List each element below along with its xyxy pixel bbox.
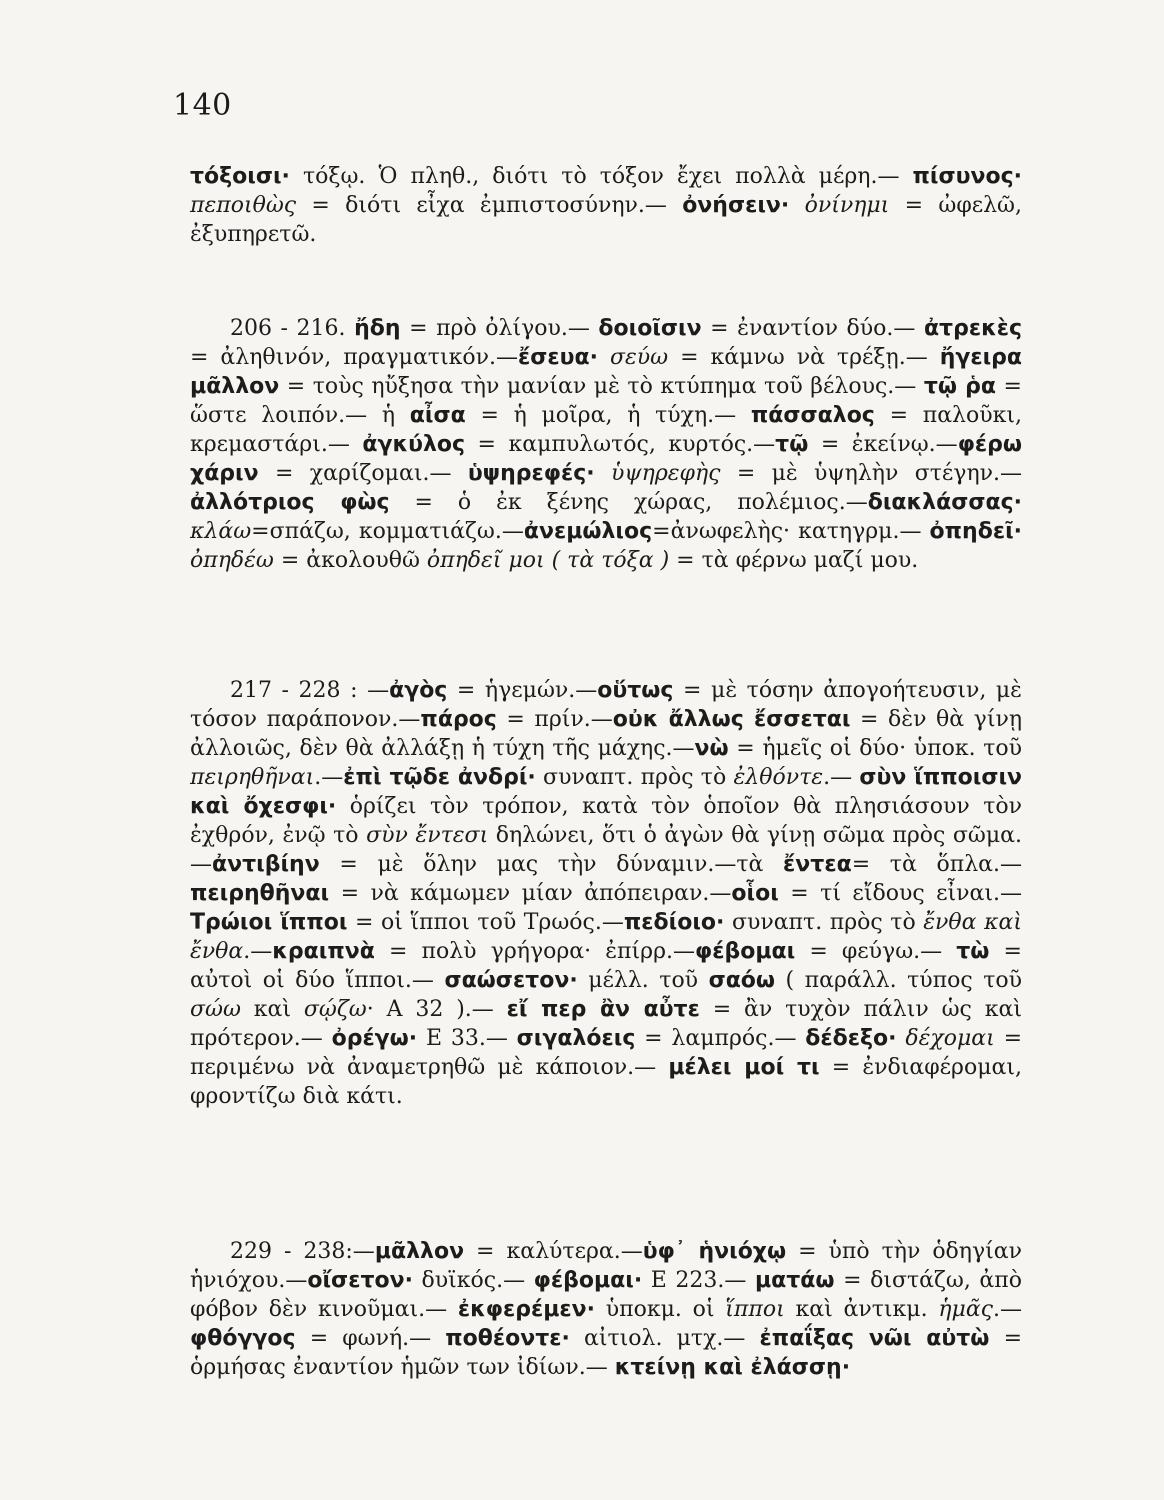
italic-term: πειρηθῆναι	[190, 765, 315, 790]
lemma: ἔντεα	[783, 852, 852, 877]
gloss-text: 229 - 238:—	[230, 1239, 375, 1264]
gloss-text: ὁρίζει τὸν τρόπον, κατὰ τὸν ὁποῖον θὰ πλησιάσουν τὸν ἐχθρόν, ἐνῷ τὸ	[190, 794, 1022, 848]
italic-term: ἐλθόντε	[733, 765, 824, 790]
lemma: πειρηθῆναι	[190, 881, 330, 906]
gloss-text: = παλοῦκι, κρεμαστάρι.—	[190, 403, 1022, 457]
gloss-text: συναπτ. πρὸς τὸ	[724, 910, 924, 935]
gloss-text: = μὲ ὑψηλὴν στέγην.—	[720, 461, 1022, 486]
gloss-text: δυϊκός.—	[412, 1268, 534, 1293]
gloss-text: καὶ	[240, 997, 304, 1022]
lemma: ὑφ᾽ ἡνιόχῳ	[642, 1239, 787, 1264]
lemma: ἀνεμώλιος	[523, 519, 653, 544]
lemma: ἤδη	[354, 316, 401, 341]
page-number: 140	[173, 88, 232, 123]
gloss-text: = μὲ ὅλην μας τὴν δύναμιν.—τὰ	[319, 852, 784, 877]
lemma: ὀνήσειν·	[682, 193, 790, 218]
lemma: πεδίοιο·	[623, 910, 725, 935]
gloss-text: =ἀνωφελὴς· κατηγρμ.—	[652, 519, 930, 544]
lemma: πάρος	[420, 707, 497, 732]
lemma: σαόω	[708, 968, 776, 993]
lemma: ὑψηρεφές·	[467, 461, 595, 486]
lemma: τῷ	[775, 432, 809, 457]
gloss-text: συναπτ. πρὸς τὸ	[535, 765, 734, 790]
lemma: φέβομαι·	[533, 1268, 643, 1293]
gloss-text: = τοὺς ηὔξησα τὴν μανίαν μὲ τὸ κτύπημα τοῦ βέλους.—	[279, 374, 924, 399]
gloss-text: = ὥστε λοιπόν.— ἡ	[190, 374, 1022, 428]
gloss-text: = ὁρμήσας ἐναντίον ἡμῶν των ἰδίων.—	[190, 1326, 1022, 1380]
gloss-text: .—	[823, 765, 860, 790]
gloss-text: Ε 223.—	[642, 1268, 755, 1293]
gloss-text: = ἀληθινόν, πραγματικόν.—	[190, 345, 518, 370]
lemma: ἀτρεκὲς	[923, 316, 1023, 341]
italic-term: ὀνίνημι	[804, 193, 890, 218]
gloss-text: = ὁ ἐκ ξένης χώρας, πολέμιος.—	[389, 490, 868, 515]
paragraph	[190, 676, 1022, 1111]
lemma: φθόγγος	[190, 1326, 296, 1351]
gloss-text: = ἡμεῖς οἱ δύο· ὑποκ. τοῦ	[728, 736, 1022, 761]
gloss-text: = δὲν θὰ γίνῃ ἀλλοιῶς, δὲν θὰ ἀλλάξῃ ἡ τύχη τῆς μάχης.—	[190, 707, 1023, 761]
lemma: τόξοισι·	[190, 164, 290, 189]
italic-term: ἡμᾶς	[938, 1297, 993, 1322]
lemma: ἀλλότριος φὼς	[190, 490, 390, 515]
gloss-text: =σπάζω, κομματιάζω.—	[251, 519, 524, 544]
lemma: πάσσαλος	[750, 403, 875, 428]
gloss-text: = ἐκείνῳ.—	[808, 432, 958, 457]
lemma: ποθέοντε·	[445, 1326, 570, 1351]
italic-term: σώω	[190, 997, 241, 1022]
gloss-text: = αὐτοὶ οἱ δύο ἵπποι.—	[190, 939, 1022, 993]
gloss-text: μέλλ. τοῦ	[577, 968, 709, 993]
gloss-text	[595, 461, 611, 486]
gloss-text: = διστάζω, ἀπὸ φόβον δὲν κινοῦμαι.—	[190, 1268, 1022, 1322]
lemma: ὀρέγω·	[331, 1026, 418, 1051]
italic-term: σὺν ἔντεσι	[366, 823, 489, 848]
lemma: οἷοι	[731, 881, 779, 906]
lemma: ὀπηδεῖ·	[929, 519, 1022, 544]
lemma: φέβομαι	[695, 939, 796, 964]
italic-term: ὀπηδεῖ μοι ( τὰ τόξα )	[426, 548, 670, 573]
gloss-text: = περιμένω νὰ ἀναμετρηθῶ μὲ κάποιον.—	[190, 1026, 1022, 1080]
lemma: ἔσευα·	[517, 345, 598, 370]
lemma: μᾶλλον	[374, 1239, 465, 1264]
gloss-text: = διότι εἶχα ἐμπιστοσύνην.—	[296, 193, 683, 218]
gloss-text: Ε 33.—	[417, 1026, 517, 1051]
lemma: κτείνῃ καὶ ἐλάσσῃ·	[614, 1355, 851, 1380]
lemma: ἐπαΐξας νῶι αὐτὼ	[759, 1326, 990, 1351]
gloss-text: = νὰ κάμωμεν μίαν ἀπόπειραν.—	[329, 881, 732, 906]
italic-term: σεύω	[609, 345, 669, 370]
lemma: αἶσα	[409, 403, 466, 428]
lemma: δοιοῖσιν	[598, 316, 702, 341]
gloss-text: = οἱ ἵπποι τοῦ Τρωός.—	[347, 910, 624, 935]
italic-term: πεποιθὼς	[190, 193, 297, 218]
gloss-text: 206 - 216.	[230, 316, 355, 341]
gloss-text: = ἐναντίον δύο.—	[701, 316, 924, 341]
lemma: τῷ ῥα	[923, 374, 997, 399]
gloss-text: = ἡ μοῖρα, ἡ τύχη.—	[465, 403, 751, 428]
paragraph	[190, 314, 1022, 575]
lemma: διακλάσσας·	[867, 490, 1022, 515]
paragraph	[190, 162, 1022, 249]
gloss-text: = ἂν τυχὸν πάλιν ὡς καὶ πρότερον.—	[190, 997, 1022, 1051]
lemma: ἀντιβίην	[212, 852, 320, 877]
gloss-text: · Α 32 ).—	[366, 997, 507, 1022]
lemma: δέδεξο·	[805, 1026, 897, 1051]
text-block-1	[190, 162, 1022, 249]
gloss-text: = μὲ τόσην ἀπογοήτευσιν, μὲ τόσον παράπονον.—	[190, 678, 1022, 732]
lemma: κραιπνὰ	[272, 939, 375, 964]
gloss-text: δηλώνει, ὅτι ὁ ἀγὼν θὰ γίνῃ σῶμα πρὸς σῶμα.—	[190, 823, 1022, 877]
gloss-text: = λαμπρός.—	[635, 1026, 806, 1051]
gloss-text: τόξῳ. Ὁ πληθ., διότι τὸ τόξον ἔχει πολλὰ μέρη.—	[289, 164, 913, 189]
gloss-text: .—	[314, 765, 344, 790]
lemma: σιγαλόεις	[516, 1026, 636, 1051]
gloss-text: = τὰ φέρνω μαζί μου.	[669, 548, 919, 573]
gloss-text: = πρίν.—	[496, 707, 613, 732]
gloss-text: .—	[993, 1297, 1022, 1322]
gloss-text: καὶ ἀντικμ.	[784, 1297, 939, 1322]
gloss-text: = ἀκολουθῶ	[273, 548, 427, 573]
italic-term: δέχομαι	[905, 1026, 995, 1051]
lemma: τὼ	[956, 939, 990, 964]
gloss-text: = τὰ ὅπλα.—	[851, 852, 1022, 877]
lemma: ἤγειρα μᾶλλον	[190, 345, 1023, 399]
gloss-text: = τί εἴδους εἶναι.—	[778, 881, 1022, 906]
lemma: ἐκφερέμεν·	[457, 1297, 595, 1322]
gloss-text: = πολὺ γρήγορα· ἐπίρρ.—	[374, 939, 695, 964]
gloss-text: = φεύγω.—	[795, 939, 957, 964]
lemma: φέρω χάριν	[190, 432, 1023, 486]
gloss-text: = κάμνω νὰ τρέξῃ.—	[668, 345, 940, 370]
gloss-text: = φωνή.—	[295, 1326, 446, 1351]
gloss-text: = πρὸ ὀλίγου.—	[400, 316, 599, 341]
italic-term: ἔνθα καὶ ἔνθα	[190, 910, 1023, 964]
gloss-text: 217 - 228 : —	[230, 678, 390, 703]
lemma: νὼ	[694, 736, 729, 761]
italic-term: κλάω	[190, 519, 252, 544]
lemma: ἀγὸς	[389, 678, 448, 703]
text-block-3	[190, 676, 1022, 1111]
gloss-text	[897, 1026, 906, 1051]
gloss-text: = καμπυλωτός, κυρτός.—	[465, 432, 776, 457]
lemma: πίσυνος·	[912, 164, 1022, 189]
gloss-text: ὑποκμ. οἱ	[594, 1297, 726, 1322]
gloss-text: = καλύτερα.—	[464, 1239, 643, 1264]
lemma: Τρώιοι ἵπποι	[190, 910, 348, 935]
lemma: οὐκ ἄλλως ἔσσεται	[612, 707, 851, 732]
lemma: οὕτως	[597, 678, 674, 703]
text-block-2	[190, 314, 1022, 575]
lemma: ἐπὶ τῷδε ἀνδρί·	[343, 765, 536, 790]
gloss-text	[598, 345, 610, 370]
lemma: σὺν ἵπποισιν καὶ ὄχεσφι·	[190, 765, 1023, 819]
italic-term: ἵπποι	[725, 1297, 785, 1322]
lemma: εἴ περ ἂν αὖτε	[506, 997, 700, 1022]
gloss-text: ( παράλλ. τύπος τοῦ	[775, 968, 1022, 993]
lemma: ἀγκύλος	[362, 432, 466, 457]
italic-term: ὀπηδέω	[190, 548, 274, 573]
lemma: ματάω	[754, 1268, 835, 1293]
gloss-text: .—	[243, 939, 273, 964]
gloss-text: = ἐνδιαφέρομαι, φροντίζω διὰ κάτι.	[190, 1055, 1022, 1109]
lemma: μέλει μοί τι	[668, 1055, 820, 1080]
paragraph	[190, 1237, 1022, 1382]
lemma: οἴσετον·	[307, 1268, 413, 1293]
gloss-text: αἰτιολ. μτχ.—	[569, 1326, 760, 1351]
gloss-text: = ἡγεμών.—	[447, 678, 598, 703]
gloss-text: = χαρίζομαι.—	[258, 461, 468, 486]
gloss-text: = ὑπὸ τὴν ὁδηγίαν ἡνιόχου.—	[190, 1239, 1022, 1293]
lemma: σαώσετον·	[444, 968, 578, 993]
gloss-text: = ὠφελῶ, ἐξυπηρετῶ.	[190, 193, 1022, 247]
gloss-text	[789, 193, 804, 218]
italic-term: σῴζω	[303, 997, 367, 1022]
italic-term: ὑψηρεφὴς	[611, 461, 721, 486]
text-block-4	[190, 1237, 1022, 1382]
